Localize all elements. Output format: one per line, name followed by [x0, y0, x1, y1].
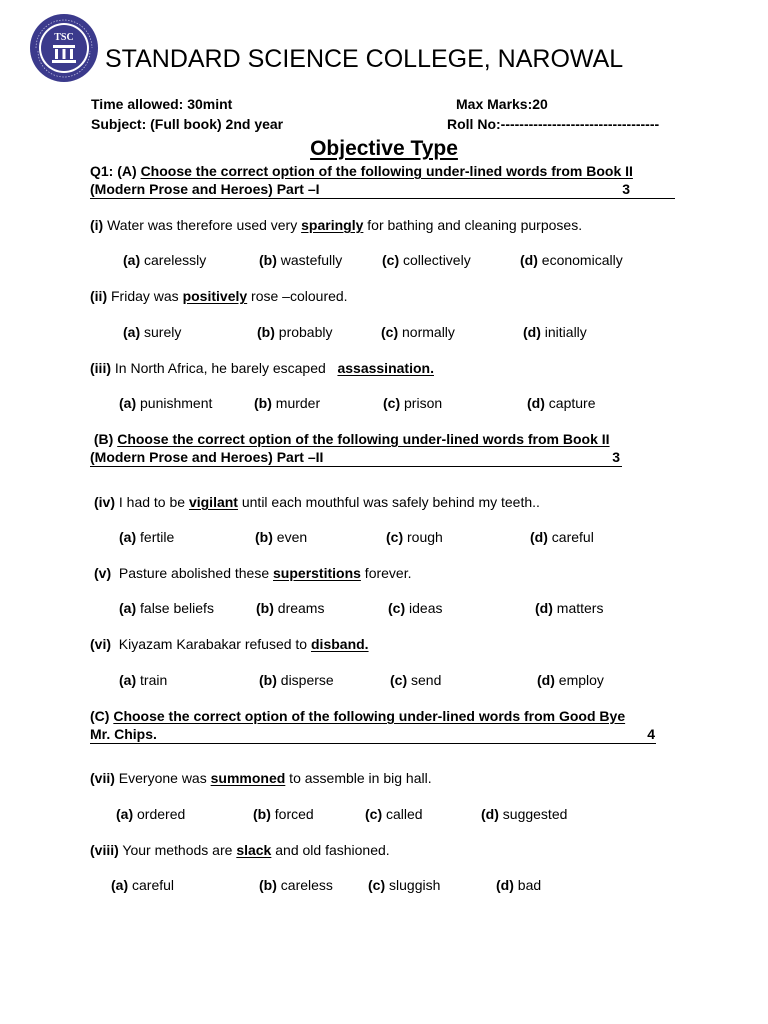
section-b-subtitle: (Modern Prose and Heroes) Part –II [90, 449, 324, 465]
college-logo [29, 13, 99, 83]
section-a-header [90, 162, 675, 199]
option-v-b[interactable]: (b) dreams [256, 600, 325, 616]
option-iv-d[interactable]: (d) careful [530, 529, 594, 545]
section-b-header [90, 430, 622, 467]
section-c-subtitle: Mr. Chips. [90, 726, 157, 742]
section-b-instruction: Choose the correct option of the following under-lined words from Book II [117, 431, 610, 447]
option-viii-a[interactable]: (a) careful [111, 877, 175, 893]
logo-emblem [29, 13, 99, 83]
option-ii-b[interactable]: (b) probably [257, 324, 333, 340]
section-a-instruction: Choose the correct option of the following under-lined words from Book II [140, 163, 633, 179]
question-iii: (iii) In North Africa, he barely escaped assassination. [90, 360, 434, 376]
section-c-prefix: (C) [90, 708, 114, 724]
option-vi-d[interactable]: (d) employ [537, 672, 604, 688]
option-iii-d[interactable]: (d) capture [527, 395, 596, 411]
option-vii-d[interactable]: (d) suggested [481, 806, 568, 822]
section-a-subtitle: (Modern Prose and Heroes) Part –I [90, 181, 320, 197]
page-title-text: Objective Type [310, 137, 458, 160]
question-vii: (vii) Everyone was summoned to assemble in big hall. [90, 770, 432, 786]
option-i-a[interactable]: (a) carelessly [123, 252, 207, 268]
question-i: (i) Water was therefore used very sparingly for bathing and cleaning purposes. [90, 217, 583, 233]
page-title [0, 136, 768, 162]
college-name: STANDARD SCIENCE COLLEGE, NAROWAL [105, 45, 624, 73]
question-iv: (iv) I had to be vigilant until each mouthful was safely behind my teeth.. [94, 494, 540, 510]
option-vi-c[interactable]: (c) send [390, 672, 442, 688]
option-v-d[interactable]: (d) matters [535, 600, 604, 616]
question-viii: (viii) Your methods are slack and old fashioned. [90, 842, 390, 858]
section-c-marks: 4 [647, 726, 655, 742]
option-iii-b[interactable]: (b) murder [254, 395, 321, 411]
logo-text: TSC [54, 32, 74, 43]
max-marks: Max Marks:20 [456, 96, 548, 112]
option-viii-c[interactable]: (c) sluggish [368, 877, 441, 893]
subject: Subject: (Full book) 2nd year [91, 116, 284, 132]
option-iv-b[interactable]: (b) even [255, 529, 308, 545]
option-vii-b[interactable]: (b) forced [253, 806, 314, 822]
section-a-marks: 3 [622, 181, 630, 197]
option-viii-d[interactable]: (d) bad [496, 877, 542, 893]
option-viii-b[interactable]: (b) careless [259, 877, 333, 893]
option-i-d[interactable]: (d) economically [520, 252, 623, 268]
option-iii-c[interactable]: (c) prison [383, 395, 443, 411]
roll-no: Roll No:---------------------------------- [447, 116, 660, 132]
option-ii-d[interactable]: (d) initially [523, 324, 587, 340]
option-vii-a[interactable]: (a) ordered [116, 806, 186, 822]
section-a-prefix: Q1: (A) [90, 163, 141, 179]
section-b-prefix: (B) [90, 431, 118, 447]
option-iv-c[interactable]: (c) rough [386, 529, 443, 545]
section-c-header [90, 707, 656, 744]
option-ii-a[interactable]: (a) surely [123, 324, 182, 340]
question-ii: (ii) Friday was positively rose –coloured. [90, 288, 348, 304]
time-allowed: Time allowed: 30mint [91, 96, 233, 112]
option-ii-c[interactable]: (c) normally [381, 324, 455, 340]
option-v-a[interactable]: (a) false beliefs [119, 600, 214, 616]
question-vi: (vi) Kiyazam Karabakar refused to disband. [90, 636, 369, 652]
option-i-b[interactable]: (b) wastefully [259, 252, 343, 268]
section-c-instruction: Choose the correct option of the following under-lined words from Good Bye [113, 708, 626, 724]
question-v: (v) Pasture abolished these superstitions forever. [94, 565, 412, 581]
section-b-marks: 3 [612, 449, 620, 465]
option-vi-a[interactable]: (a) train [119, 672, 168, 688]
option-i-c[interactable]: (c) collectively [382, 252, 471, 268]
option-vii-c[interactable]: (c) called [365, 806, 423, 822]
option-iii-a[interactable]: (a) punishment [119, 395, 213, 411]
option-vi-b[interactable]: (b) disperse [259, 672, 334, 688]
option-iv-a[interactable]: (a) fertile [119, 529, 175, 545]
option-v-c[interactable]: (c) ideas [388, 600, 443, 616]
